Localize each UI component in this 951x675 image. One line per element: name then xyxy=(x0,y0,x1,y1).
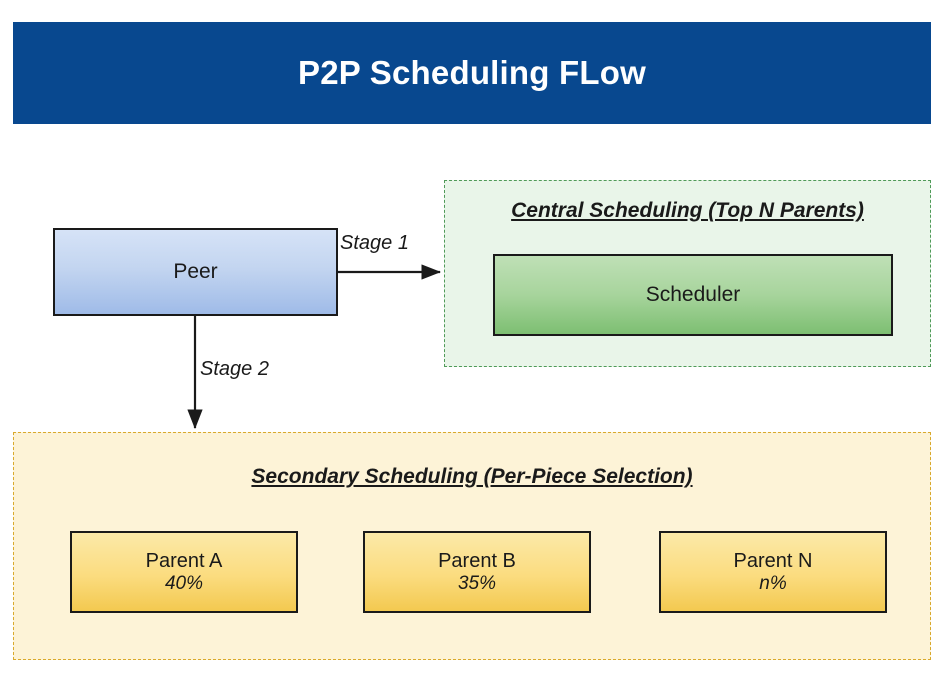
node-parent-b[interactable] xyxy=(363,531,591,613)
node-scheduler[interactable] xyxy=(493,254,893,336)
group-secondary-scheduling xyxy=(13,432,931,660)
parents-row xyxy=(14,531,930,617)
group-central-scheduling-title: Central Scheduling (Top N Parents) xyxy=(511,199,864,222)
node-parent-n[interactable] xyxy=(659,531,887,613)
node-peer-label: Peer xyxy=(173,260,218,283)
node-peer[interactable] xyxy=(53,228,338,316)
node-parent-b-percent: 35% xyxy=(457,572,497,594)
group-central-scheduling xyxy=(444,180,931,367)
node-parent-a-label: Parent A xyxy=(145,549,223,572)
node-parent-a-percent: 40% xyxy=(164,572,204,594)
page-title: P2P Scheduling FLow xyxy=(298,54,646,91)
edge-label-stage-1: Stage 1 xyxy=(340,232,409,254)
node-parent-a[interactable] xyxy=(70,531,298,613)
node-parent-b-label: Parent B xyxy=(438,549,516,572)
node-parent-n-label: Parent N xyxy=(733,549,813,572)
node-scheduler-label: Scheduler xyxy=(645,283,741,306)
group-secondary-scheduling-title: Secondary Scheduling (Per-Piece Selection) xyxy=(251,465,693,488)
edge-label-stage-2: Stage 2 xyxy=(200,358,269,380)
node-parent-n-percent: n% xyxy=(759,572,787,594)
title-banner xyxy=(13,22,931,124)
